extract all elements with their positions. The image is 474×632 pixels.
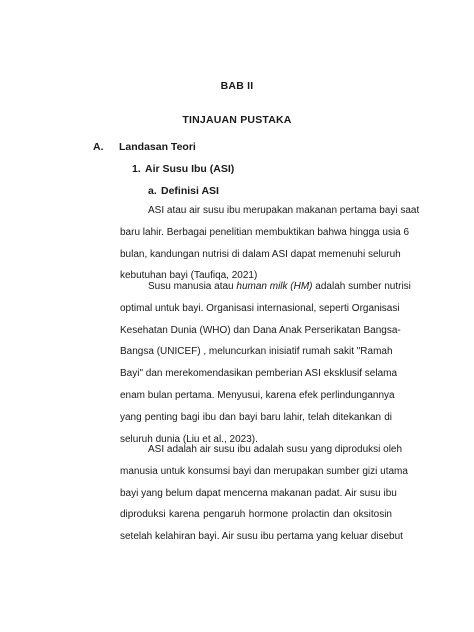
paragraph-line: kebutuhan bayi (Taufiqa, 2021) (120, 270, 258, 282)
paragraph-line (148, 276, 411, 298)
paragraph-3 (120, 439, 408, 548)
paragraph-line: yang penting bagi ibu dan bayi baru lahir, telah ditekankan di (120, 411, 392, 423)
section-heading (93, 141, 196, 153)
subsection-number: 1. (132, 163, 141, 175)
paragraph-text: Susu manusia atau (148, 281, 237, 292)
paragraph-line: manusia untuk konsumsi bayi dan merupakan sumber gizi utama (120, 465, 408, 477)
paragraph-line: optimal untuk bayi. Organisasi internasional, seperti Organisasi (120, 302, 400, 314)
chapter-label: BAB II (220, 80, 254, 92)
paragraph-2 (120, 276, 411, 450)
subsubsection-title: Definisi ASI (161, 185, 219, 197)
paragraph-line: enam bulan pertama. Menyusui, karena efek perlindungannya (120, 389, 395, 401)
subsubsection-number: a. (148, 185, 157, 197)
paragraph-line: ASI atau air susu ibu merupakan makanan pertama bayi saat (148, 205, 420, 216)
paragraph-line: Bayi" dan merekomendasikan pemberian ASI eksklusif selama (120, 368, 398, 380)
paragraph-line: bayi yang belum dapat mencerna makanan padat. Air susu ibu (120, 487, 397, 499)
subsubsection-heading (148, 185, 219, 197)
paragraph-line: bulan, kandungan nutrisi di dalam ASI dapat memenuhi seluruh (120, 248, 401, 260)
paragraph-line: ASI adalah air susu ibu adalah susu yang diproduksi oleh (148, 444, 403, 455)
paragraph-text: adalah sumber nutrisi (312, 281, 411, 292)
chapter-title: TINJAUAN PUSTAKA (182, 114, 292, 126)
subsection-title: Air Susu Ibu (ASI) (145, 163, 235, 175)
italic-term: human milk (HM) (236, 281, 313, 292)
paragraph-line: seluruh dunia (Liu et al., 2023). (120, 433, 258, 445)
paragraph-line: Kesehatan Dunia (WHO) dan Dana Anak Perserikatan Bangsa- (120, 324, 401, 336)
paragraph-line: setelah kelahiran bayi. Air susu ibu pertama yang keluar disebut (120, 531, 403, 543)
paragraph-line: baru lahir. Berbagai penelitian membuktikan bahwa hingga usia 6 (120, 226, 410, 238)
subsection-heading (132, 163, 234, 175)
paragraph-line: diproduksi karena pengaruh hormone prolactin dan oksitosin (120, 509, 392, 521)
section-title: Landasan Teori (119, 141, 196, 153)
paragraph-line: Bangsa (UNICEF) , meluncurkan inisiatif rumah sakit "Ramah (120, 346, 393, 358)
section-number: A. (93, 141, 104, 153)
